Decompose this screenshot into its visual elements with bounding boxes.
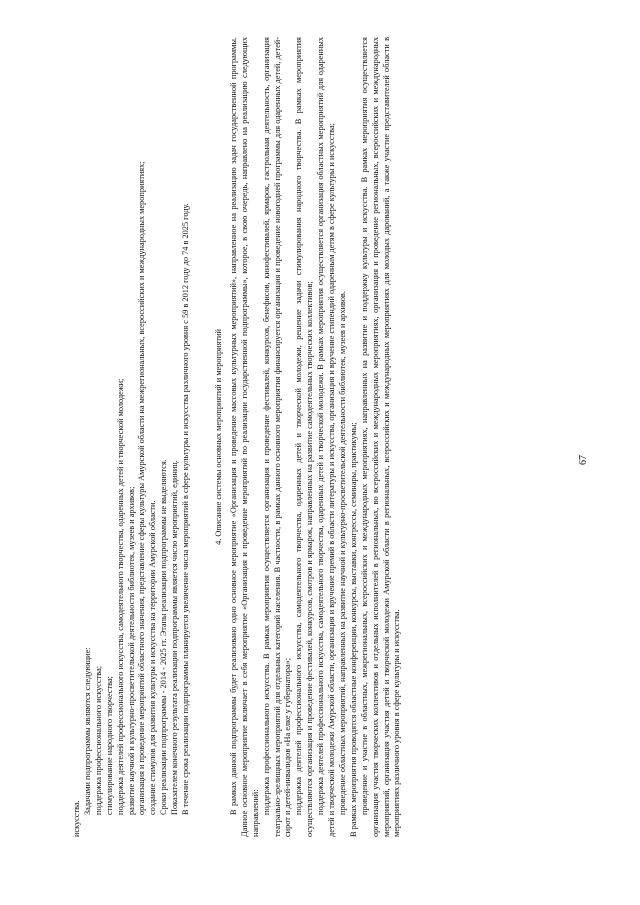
paragraph: В рамках данной подпрограммы будет реализовано одно основное мероприятие «Организация и проведение массовых культурных мероприятий», направленное на реализацию задач государственной программы. Данное основное мероприятие включает в себя мероприятие «Организация и проведение мероприятий по реализации государственной подпрограммы», которое, в свою очередь, направлено на реализацию следующих направлений: <box>228 37 260 837</box>
page-content <box>72 37 403 837</box>
list-item: создание стимулов для развития культуры и искусства на территории Амурской области. <box>148 500 158 815</box>
paragraph: В рамках мероприятия проводятся областные конференции, конкурсы, выставки, конгрессы, семинары, практикумы; <box>348 422 358 837</box>
list-item: стимулирование народного творчества; <box>104 676 114 815</box>
paragraph: Задачами подпрограммы являются следующие: <box>82 647 92 815</box>
paragraph: Сроки реализации подпрограммы - 2014 - 2025 гг. Этапы реализации подпрограммы не выделяются. <box>159 459 169 815</box>
paragraph: В течение срока реализации подпрограммы планируется увеличение числа мероприятий в сфере культуры и искусства различного уровня с 59 в 2012 году до 74 в 2025 году. <box>181 203 191 815</box>
list-item: поддержка деятелей профессионального искусства, самодеятельного творчества, одаренных детей и творческой молодежи, решение задачи стимулирования народного творчества. В рамках мероприятия осуществляются организация и проведение фестивалей, конкурсов, смотров и ярмарок, направленных на развитие самодеятельных творческих коллективов; <box>294 37 315 837</box>
paragraph: Показателем конечного результата реализации подпрограммы является число мероприятий, единиц. <box>170 460 180 815</box>
list-item: проведение областных мероприятий, направленных на развитие научной и культурно-просветительской деятельности библиотек, музеев и архивов. <box>337 291 347 815</box>
section-heading: 4. Описание системы основных мероприятий и мероприятий <box>213 329 223 545</box>
list-item: проведение и участие в областных, межрегиональных, всероссийских и международных мероприятиях, направленных на развитие и поддержку культуры и искусства. В рамках мероприятия осуществляется организация участия творческих коллективов и отдельных исполнителей в региональных, во всероссийских и международных мероприятиях, организация и проведение региональных, всероссийских и международных мероприятий, организация участия детей и творческой молодежи Амурской области в региональных, всероссийских и международных мероприятиях для молодых дарований, а также участие представителей области в мероприятиях различного уровня в сфере культуры и искусства. <box>359 37 402 837</box>
list-item: развитие научной и культурно-просветительской деятельности библиотек, музеев и архивов; <box>126 486 136 815</box>
list-item: поддержка профессионального искусства. В рамках мероприятия осуществляется организация и проведение фестивалей, конкурсов, бенефисов, кинофестивалей, ярмарок, гастрольная деятельность, организация театрально-зрелищных мероприятий для отдельных категорий населения. В частности, в рамках данного основного мероприятия финансируется организация и проведение новогодней программы для одаренных детей, детей-сирот и детей-инвалидов «На елке у губернатора»; <box>261 37 293 837</box>
list-item: поддержка деятелей профессионального искусства, самодеятельного творчества, одаренных детей и творческой молодежи; <box>115 378 125 815</box>
paragraph: искусства. <box>72 800 81 837</box>
list-item: поддержка деятелей профессионального искусства, самодеятельного творчества, одаренных детей и творческой молодежи. В рамках мероприятия осуществляется организация областных мероприятий для одаренных детей и творческой молодежи Амурской области, организация и вручение премий в области литературы и искусства, организация и вручение стипендий одаренным детям в сфере культуры и искусства; <box>316 37 337 837</box>
list-item: поддержка профессионального искусства; <box>93 665 103 815</box>
list-item: организация и проведение мероприятий областного значения, представление сферы культуры Амурской области на межрегиональных, всероссийских и международных мероприятиях; <box>137 161 147 815</box>
page-number: 67 <box>578 455 589 465</box>
